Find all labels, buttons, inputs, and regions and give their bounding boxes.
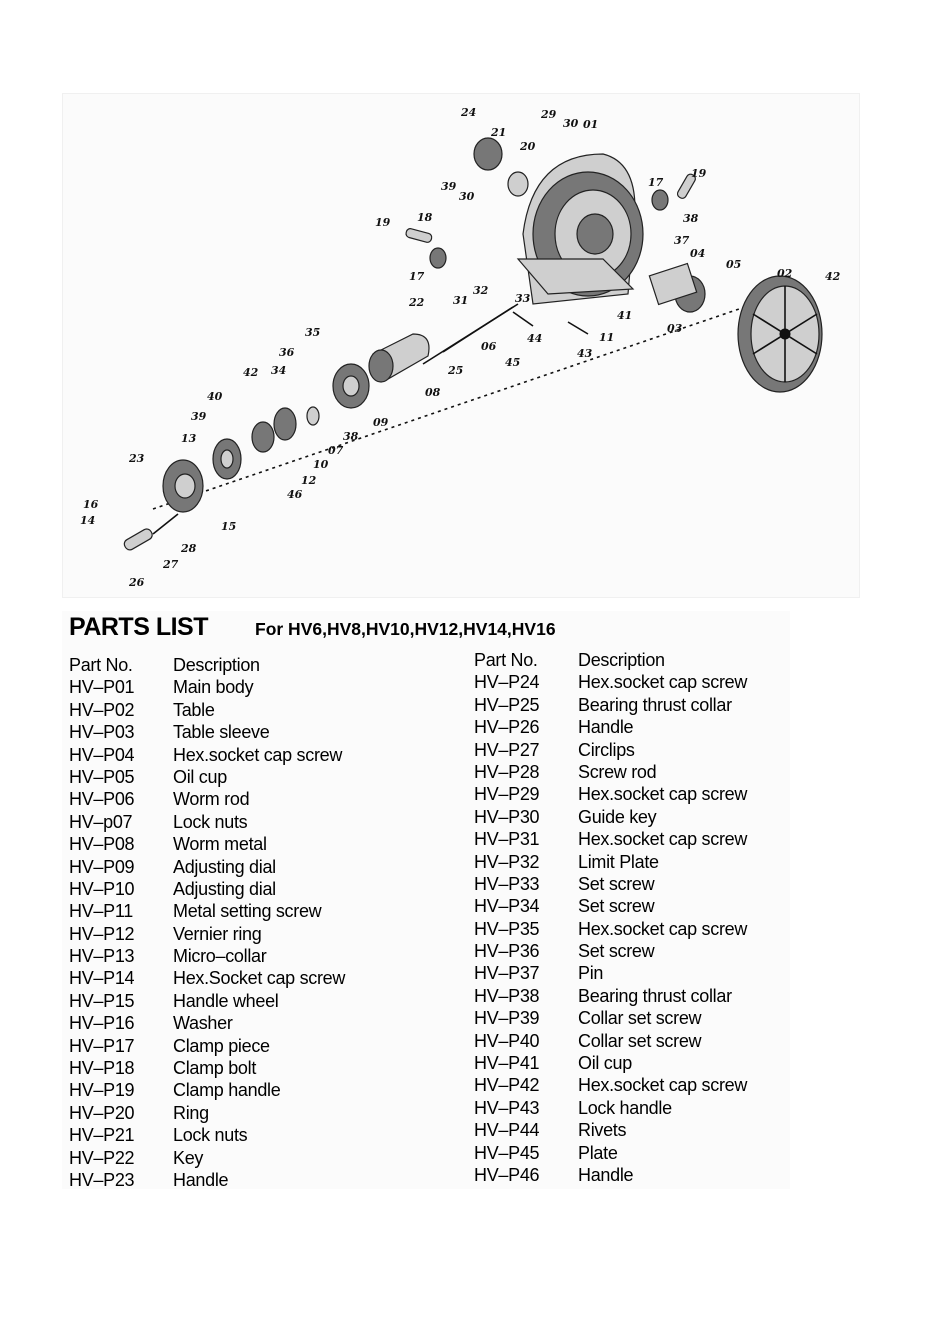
part-number: HV–P13 (69, 946, 135, 967)
callout-label: 06 (481, 340, 497, 353)
callout-label: 17 (648, 176, 664, 189)
callout-label: 30 (459, 190, 475, 203)
part-number: HV–P16 (69, 1013, 135, 1034)
part-description: Handle (173, 1169, 229, 1190)
part-number: HV–P34 (474, 896, 540, 917)
part-number: HV–P02 (69, 699, 135, 720)
callout-label: 05 (726, 258, 742, 271)
part-description: Worm rod (173, 789, 250, 810)
part-number: HV–P42 (474, 1075, 540, 1096)
callout-label: 21 (491, 126, 507, 139)
part-number: HV–P06 (69, 789, 135, 810)
handle-wheel-part (163, 460, 203, 512)
part-number: HV–P18 (69, 1058, 135, 1079)
part-description: Table (173, 699, 215, 720)
part-number: HV–P12 (69, 923, 135, 944)
part-description: Clamp handle (173, 1080, 281, 1101)
part-description: Collar set screw (578, 1030, 702, 1051)
handle-part (123, 514, 178, 552)
callout-label: 37 (674, 234, 690, 247)
part-number: HV–P03 (69, 722, 135, 743)
part-description: Oil cup (173, 766, 227, 787)
part-description: Clamp bolt (173, 1058, 257, 1079)
part-description: Plate (578, 1142, 618, 1163)
part-number: HV–P37 (474, 963, 540, 984)
callout-label: 18 (417, 211, 433, 224)
part-number: HV–P15 (69, 990, 135, 1011)
callout-label: 10 (313, 458, 329, 471)
part-description: Hex.socket cap screw (578, 1075, 748, 1096)
callout-label: 19 (375, 216, 391, 229)
chuck-part (738, 276, 822, 392)
part-description: Metal setting screw (173, 901, 322, 922)
callout-label: 31 (453, 294, 469, 307)
exploded-view-drawing (63, 94, 859, 597)
part-number: HV–P08 (69, 834, 135, 855)
part-number: HV–P39 (474, 1008, 540, 1029)
callout-label: 44 (527, 332, 543, 345)
assembly-axis-line (153, 294, 783, 509)
vernier-ring-part (252, 407, 319, 452)
part-number: HV–P20 (69, 1102, 135, 1123)
part-description: Key (173, 1147, 204, 1168)
callout-label: 29 (541, 108, 557, 121)
callout-label: 17 (409, 270, 425, 283)
parts-list-subtitle: For HV6,HV8,HV10,HV12,HV14,HV16 (255, 619, 556, 639)
header-description: Description (173, 655, 260, 675)
part-number: HV–P27 (474, 739, 540, 760)
part-number: HV–P32 (474, 851, 540, 872)
part-description: Worm metal (173, 834, 267, 855)
part-description: Hex.socket cap screw (578, 672, 748, 693)
part-description: Hex.socket cap screw (578, 918, 748, 939)
callout-label: 45 (505, 356, 521, 369)
part-number: HV–P21 (69, 1125, 135, 1146)
callout-label: 41 (617, 309, 633, 322)
part-description: Table sleeve (173, 722, 270, 743)
callout-label: 08 (425, 386, 441, 399)
part-description: Lock nuts (173, 1125, 248, 1146)
part-number: HV–P29 (474, 784, 540, 805)
part-description: Lock handle (578, 1097, 672, 1118)
callout-label: 36 (279, 346, 295, 359)
part-description: Guide key (578, 806, 657, 827)
part-number: HV–P01 (69, 677, 135, 698)
part-number: HV–P43 (474, 1097, 540, 1118)
callout-label: 38 (683, 212, 699, 225)
callout-label: 39 (441, 180, 457, 193)
callout-label: 25 (448, 364, 464, 377)
callout-label: 19 (691, 167, 707, 180)
part-description: Adjusting dial (173, 878, 276, 899)
lock-handle-part (513, 312, 588, 334)
part-description: Hex.socket cap screw (173, 744, 343, 765)
callout-label: 03 (667, 322, 683, 335)
main-body-part (518, 154, 643, 304)
part-description: Clamp piece (173, 1035, 270, 1056)
callout-label: 12 (301, 474, 317, 487)
part-description: Screw rod (578, 761, 657, 782)
part-number: HV–P28 (474, 761, 540, 782)
part-description: Ring (173, 1102, 209, 1123)
callout-label: 24 (461, 106, 477, 119)
parts-list-title: PARTS LIST (69, 613, 208, 641)
callout-label: 39 (191, 410, 207, 423)
callout-label: 27 (163, 558, 179, 571)
part-number: HV–P31 (474, 829, 540, 850)
part-description: Pin (578, 963, 604, 984)
part-number: HV–P11 (69, 901, 133, 922)
part-number: HV–P09 (69, 856, 135, 877)
callout-label: 09 (373, 416, 389, 429)
part-number: HV–P40 (474, 1030, 540, 1051)
callout-label: 20 (520, 140, 536, 153)
header-part-no: Part No. (474, 650, 538, 670)
part-description: Bearing thrust collar (578, 694, 732, 715)
part-description: Rivets (578, 1120, 627, 1141)
callout-labels (80, 106, 841, 589)
part-number: HV–P26 (474, 717, 540, 738)
part-number: HV–P19 (69, 1080, 135, 1101)
micro-collar-part (213, 439, 241, 479)
callout-label: 40 (207, 390, 223, 403)
part-number: HV–P05 (69, 766, 135, 787)
header-description: Description (578, 650, 665, 670)
part-description: Lock nuts (173, 811, 248, 832)
part-number: HV–P30 (474, 806, 540, 827)
callout-label: 13 (181, 432, 197, 445)
callout-label: 42 (825, 270, 841, 283)
worm-metal-part (369, 334, 429, 382)
part-number: HV–P36 (474, 941, 540, 962)
part-description: Hex.socket cap screw (578, 784, 748, 805)
part-number: HV–P25 (474, 694, 540, 715)
part-description: Oil cup (578, 1053, 632, 1074)
part-description: Washer (173, 1013, 233, 1034)
part-description: Hex.Socket cap screw (173, 968, 346, 989)
part-description: Set screw (578, 896, 655, 917)
callout-label: 38 (343, 430, 359, 443)
worm-rod-part (423, 304, 518, 364)
callout-label: 14 (80, 514, 96, 527)
callout-label: 32 (473, 284, 489, 297)
callout-label: 43 (577, 347, 593, 360)
part-description: Main body (173, 677, 254, 698)
part-number: HV–P04 (69, 744, 135, 765)
part-number: HV–P10 (69, 878, 135, 899)
callout-label: 28 (181, 542, 197, 555)
part-number: HV–P14 (69, 968, 135, 989)
part-description: Set screw (578, 873, 655, 894)
part-number: HV–P44 (474, 1120, 540, 1141)
exploded-parts-diagram (62, 93, 860, 598)
part-description: Adjusting dial (173, 856, 276, 877)
callout-label: 11 (599, 331, 615, 344)
callout-label: 26 (129, 576, 145, 589)
part-description: Vernier ring (173, 923, 262, 944)
part-description: Collar set screw (578, 1008, 702, 1029)
part-description: Micro–collar (173, 946, 267, 967)
callout-label: 33 (515, 292, 531, 305)
table-sleeve-part (649, 264, 705, 312)
callout-label: 42 (243, 366, 259, 379)
part-number: HV–P38 (474, 985, 540, 1006)
part-description: Hex.socket cap screw (578, 829, 748, 850)
part-number: HV–P41 (474, 1053, 540, 1074)
callout-label: 35 (305, 326, 321, 339)
callout-label: 23 (129, 452, 145, 465)
callout-label: 07 (328, 444, 344, 457)
part-description: Limit Plate (578, 851, 659, 872)
part-number: HV–P46 (474, 1164, 540, 1185)
header-part-no: Part No. (69, 655, 133, 675)
part-number: HV–P45 (474, 1142, 540, 1163)
part-number: HV–P24 (474, 672, 540, 693)
part-description: Circlips (578, 739, 635, 760)
callout-label: 15 (221, 520, 237, 533)
part-description: Set screw (578, 941, 655, 962)
part-description: Bearing thrust collar (578, 985, 732, 1006)
part-number: HV–p07 (69, 811, 133, 832)
part-description: Handle wheel (173, 990, 279, 1011)
callout-label: 04 (690, 247, 706, 260)
callout-label: 16 (83, 498, 99, 511)
part-description: Handle (578, 717, 634, 738)
part-number: HV–P23 (69, 1169, 135, 1190)
part-number: HV–P35 (474, 918, 540, 939)
callout-label: 22 (409, 296, 425, 309)
part-number: HV–P17 (69, 1035, 135, 1056)
callout-label: 02 (777, 267, 793, 280)
callout-label: 01 (583, 118, 599, 131)
part-number: HV–P22 (69, 1147, 135, 1168)
callout-label: 34 (271, 364, 287, 377)
part-number: HV–P33 (474, 873, 540, 894)
callout-label: 30 (563, 117, 579, 130)
callout-label: 46 (287, 488, 303, 501)
parts-list (62, 611, 790, 1189)
part-description: Handle (578, 1164, 634, 1185)
adjusting-dial-part (333, 364, 369, 408)
